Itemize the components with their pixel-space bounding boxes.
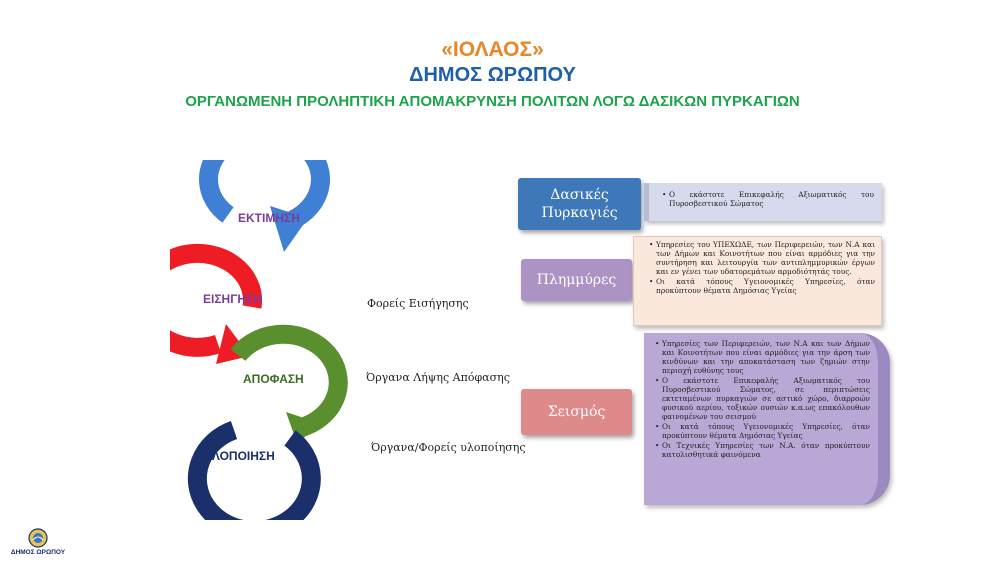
stage-label-ektimisi: ΕΚΤΙΜΗΣΗ	[238, 211, 300, 225]
organ-label-decision: Όργανα Λήψης Απόφασης	[366, 371, 510, 384]
stage-label-eisigisi: ΕΙΣΗΓΗΣΗ	[203, 292, 262, 306]
page-subtitle: ΟΡΓΑΝΩΜΕΝΗ ΠΡΟΛΗΠΤΙΚΗ ΑΠΟΜΑΚΡΥΝΣΗ ΠΟΛΙΤΩΝ ΛΟΓΩ ΔΑΣΙΚΩΝ ΠΥΡΚΑΓΙΩΝ	[185, 93, 800, 110]
cycle-arrow-ylopoiisi	[197, 430, 311, 520]
list-item: • Ο εκάστοτε Επικεφαλής Αξιωματικός του Πυροσβεστικού Σώματος, σε περιπτώσεις εκτεταμένων πυρκαγιών σε αστικό χώρο, διαρροών φυσικού αερίου, τοξικών ουσιών κ.α.ως επακόλουθων φαινομένων του σεισμού	[656, 376, 870, 421]
stage-label-apofasi: ΑΠΟΦΑΣΗ	[243, 372, 304, 386]
category-earthquake	[521, 389, 632, 435]
category-earthquake-bodies	[644, 333, 890, 505]
organ-label-implementation: Όργανα/Φορείς υλοποίησης	[371, 441, 526, 454]
organ-label-recommendation: Φορείς Εισήγησης	[367, 297, 469, 310]
emblem-icon	[28, 528, 48, 548]
list-item: • Οι Τεχνικές Υπηρεσίες των Ν.Α. όταν προκύπτουν κατολισθητικά φαινόμενα	[656, 441, 870, 459]
logo-caption: ΔΗΜΟΣ ΩΡΩΠΟΥ	[10, 549, 66, 556]
category-floods-bodies	[633, 236, 882, 326]
stage-label-ylopoiisi: ΥΛΟΠΟΙΗΣΗ	[205, 449, 275, 463]
cycle-arrow-apofasi	[238, 334, 338, 446]
list-item: • Οι κατά τόπους Υγειονομικές Υπηρεσίες, όταν προκύπτουν θέματα Δημόσιας Υγείας	[650, 277, 875, 295]
list-item: • Υπηρεσίες του ΥΠΕΧΩΔΕ, των Περιφερειών, των Ν.Α και των Δήμων και Κοινοτήτων που είναι αρμόδιες για την συντήρηση και λειτουργία των αντιπλημμυρικών έργων και εν γένει των υδατορεμάτων αρμοδιότητάς τους.	[650, 240, 875, 276]
category-label: Δασικές Πυρκαγιές	[541, 187, 618, 221]
category-label: Σεισμός	[547, 404, 606, 420]
municipality-logo	[3, 528, 73, 556]
list-item: • Υπηρεσίες των Περιφερειών, των Ν.Α και των Δήμων και Κοινοτήτων που είναι αρμόδιες για την άρση των κινδύνων και την αποκατάσταση των ζημιών στην περιοχή ευθύνης τους	[656, 339, 870, 375]
project-title: «ΙΟΛΑΟΣ»	[441, 38, 544, 61]
cycle-arrow-ektimisi	[208, 160, 320, 252]
category-forest-fires	[518, 178, 641, 230]
category-floods	[521, 259, 632, 301]
list-item: • Ο εκάστοτε Επικεφαλής Αξιωματικός του Πυροσβεστικού Σώματος	[663, 190, 874, 208]
list-item: • Οι κατά τόπους Υγειονομικές Υπηρεσίες, όταν προκύπτουν θέματα Δημόσιας Υγείας	[656, 422, 870, 440]
category-forest-fires-bodies	[644, 183, 882, 221]
municipality-title: ΔΗΜΟΣ ΩΡΩΠΟΥ	[409, 64, 576, 86]
category-label: Πλημμύρες	[536, 272, 617, 288]
